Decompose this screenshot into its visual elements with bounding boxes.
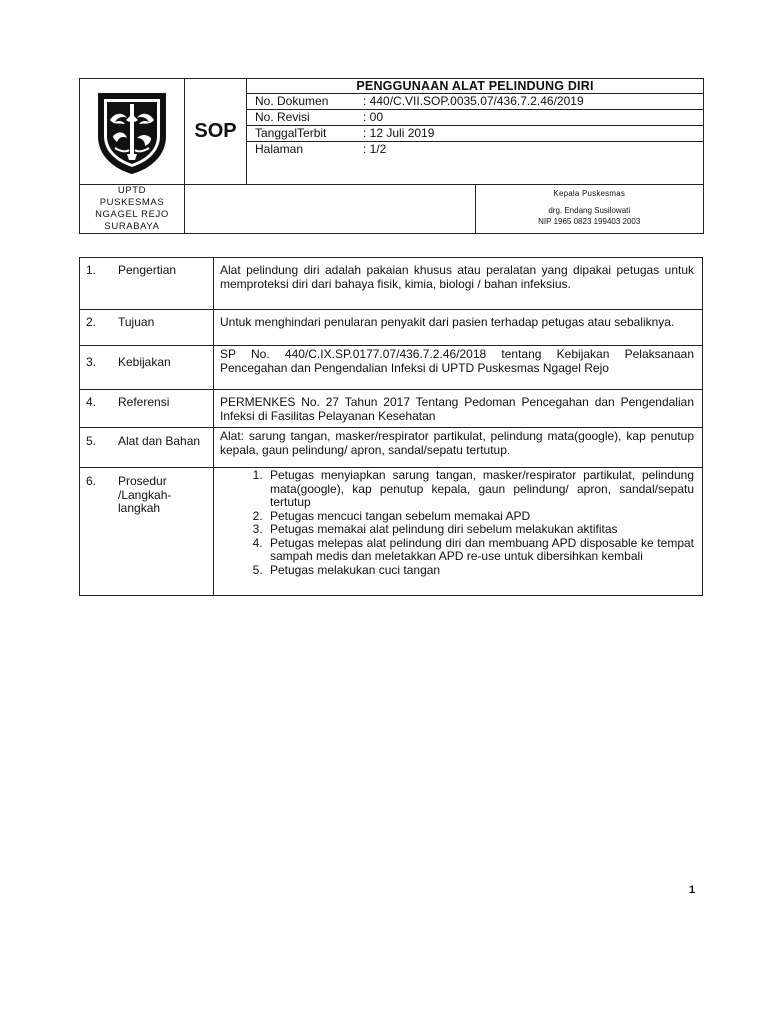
procedure-step: 2. Petugas mencuci tangan sebelum memakai APD — [266, 510, 694, 524]
section-label: Tujuan — [118, 315, 155, 329]
document-info-block — [247, 94, 704, 185]
info-label: Halaman — [255, 142, 304, 156]
info-row-revisi — [247, 110, 703, 126]
section-label: Pengertian — [118, 263, 177, 277]
section-row — [80, 390, 703, 428]
section-row — [80, 310, 703, 346]
section-text: Alat pelindung diri adalah pakaian khusus atau peralatan yang dipakai petugas untuk memproteksi diri dari bahaya fisik, kimia, biologi / bahan infeksius. — [220, 263, 694, 291]
section-content — [214, 346, 703, 390]
head-name: drg. Endang Susilowati — [548, 206, 631, 215]
section-heading — [80, 346, 214, 390]
head-title: Kepala Puskesmas — [553, 189, 626, 198]
section-content — [214, 258, 703, 310]
info-row-tanggal — [247, 126, 703, 142]
organization-name — [80, 185, 185, 234]
section-text: Untuk menghindari penularan penyakit dari pasien terhadap petugas atau sebaliknya. — [220, 315, 675, 329]
section-number: 1. — [86, 263, 97, 277]
info-row-halaman — [247, 142, 703, 157]
info-row-dokumen — [247, 94, 703, 110]
section-row — [80, 468, 703, 596]
section-label: Kebijakan — [118, 355, 171, 369]
sop-header-table — [79, 78, 704, 234]
head-signature-block — [475, 185, 704, 234]
org-line: PUSKESMAS — [99, 197, 165, 208]
section-label: Prosedur /Langkah-langkah — [118, 474, 172, 515]
org-line: NGAGEL REJO — [95, 209, 169, 220]
sop-content-table — [79, 257, 703, 596]
org-line: UPTD — [117, 185, 147, 196]
section-heading — [80, 428, 214, 468]
org-line: SURABAYA — [104, 221, 160, 232]
section-row — [80, 258, 703, 310]
procedure-step: 5. Petugas melakukan cuci tangan — [266, 564, 694, 578]
empty-cell — [185, 185, 476, 234]
section-row — [80, 428, 703, 468]
section-content — [214, 390, 703, 428]
page-number: 1 — [689, 884, 696, 896]
info-label: No. Revisi — [255, 110, 310, 124]
logo-cell — [80, 79, 185, 185]
section-heading — [80, 390, 214, 428]
section-row — [80, 346, 703, 390]
section-content — [214, 468, 703, 596]
procedure-step: 1. Petugas menyiapkan sarung tangan, masker/respirator partikulat, pelindung mata(google), kap penutup kepala, gaun pelindung/ apron, sandal/sepatu tertutup — [266, 469, 694, 510]
section-text: SP No. 440/C.IX.SP.0177.07/436.7.2.46/2018 tentang Kebijakan Pelaksanaan Pencegahan dan Pengendalian Infeksi di UPTD Puskesmas Ngagel Rejo — [220, 347, 694, 375]
procedure-step: 4. Petugas melepas alat pelindung diri dan membuang APD disposable ke tempat sampah medis dan meletakkan APD re-use untuk dibersihkan kembali — [266, 537, 694, 564]
document-title: PENGGUNAAN ALAT PELINDUNG DIRI — [247, 79, 704, 94]
info-value: : 440/C.VII.SOP.0035.07/436.7.2.46/2019 — [363, 94, 584, 108]
info-value: : 00 — [363, 110, 384, 124]
section-label: Referensi — [118, 395, 170, 409]
procedure-steps — [220, 469, 694, 577]
section-number: 4. — [86, 395, 97, 409]
section-content — [214, 310, 703, 346]
info-value: : 12 Juli 2019 — [363, 126, 435, 140]
section-text: PERMENKES No. 27 Tahun 2017 Tentang Pedoman Pencegahan dan Pengendalian Infeksi di Fasilitas Pelayanan Kesehatan — [220, 395, 694, 423]
section-number: 2. — [86, 315, 97, 329]
section-heading — [80, 468, 214, 596]
section-heading — [80, 258, 214, 310]
head-nip: NIP 1965 0823 199403 2003 — [538, 217, 641, 226]
surabaya-emblem-icon — [93, 90, 171, 174]
procedure-step: 3. Petugas memakai alat pelindung diri sebelum melakukan aktifitas — [266, 523, 694, 537]
sop-label: SOP — [185, 79, 247, 185]
info-label: No. Dokumen — [255, 94, 329, 108]
section-label: Alat dan Bahan — [118, 434, 201, 448]
section-number: 6. — [86, 474, 97, 488]
info-value: : 1/2 — [363, 142, 387, 156]
section-number: 5. — [86, 434, 97, 448]
section-heading — [80, 310, 214, 346]
section-number: 3. — [86, 355, 97, 369]
section-text: Alat: sarung tangan, masker/respirator partikulat, pelindung mata(google), kap penutup kepala, gaun pelindung/ apron, sandal/sepatu tertutup. — [220, 429, 694, 457]
info-label: TanggalTerbit — [255, 126, 327, 140]
section-content — [214, 428, 703, 468]
